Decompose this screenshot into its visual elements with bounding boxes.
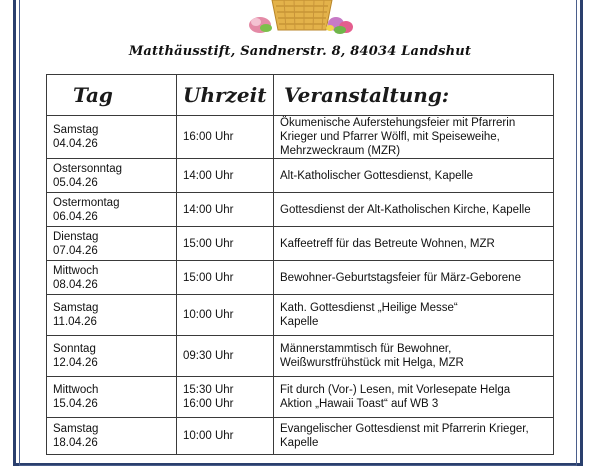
event-line: Gottesdienst der Alt-Katholischen Kirche, Kapelle bbox=[280, 203, 531, 216]
event-line: Bewohner-Geburtstagsfeier für März-Geborene bbox=[280, 271, 521, 284]
table-row bbox=[47, 227, 554, 261]
time: 09:30 Uhr bbox=[183, 350, 234, 362]
time: 15:00 Uhr bbox=[183, 237, 234, 250]
weekday: Samstag bbox=[53, 302, 99, 314]
time-cell bbox=[177, 336, 274, 377]
date: 15.04.26 bbox=[53, 398, 98, 410]
date: 11.04.26 bbox=[53, 316, 97, 328]
event-line: Aktion „Hawaii Toast“ auf WB 3 bbox=[280, 398, 439, 410]
weekday: Mittwoch bbox=[53, 264, 99, 277]
event-line: Weißwurstfrühstück mit Helga, MZR bbox=[280, 357, 464, 369]
table-row bbox=[47, 295, 554, 336]
day-cell bbox=[47, 418, 177, 455]
time-cell bbox=[177, 116, 274, 159]
time-cell bbox=[177, 159, 274, 193]
event-line: Ökumenische Auferstehungsfeier mit Pfarrerin bbox=[280, 117, 516, 129]
time-cell bbox=[177, 261, 274, 295]
event-cell bbox=[274, 377, 554, 418]
day-cell bbox=[47, 261, 177, 295]
day-cell bbox=[47, 227, 177, 261]
event-cell bbox=[274, 336, 554, 377]
weekday: Samstag bbox=[53, 124, 99, 136]
date: 04.04.26 bbox=[53, 138, 98, 150]
address-line: Matthäusstift, Sandnerstr. 8, 84034 Landshut bbox=[128, 44, 472, 59]
event-line: Fit durch (Vor-) Lesen, mit Vorlesepate Helga bbox=[280, 384, 511, 396]
time-cell bbox=[177, 227, 274, 261]
event-cell bbox=[274, 261, 554, 295]
day-cell bbox=[47, 193, 177, 227]
event-cell bbox=[274, 418, 554, 455]
event-cell bbox=[274, 295, 554, 336]
time: 10:00 Uhr bbox=[183, 309, 234, 321]
time-cell bbox=[177, 295, 274, 336]
event-cell bbox=[274, 227, 554, 261]
date: 18.04.26 bbox=[53, 437, 98, 449]
event-line: Krieger und Pfarrer Wölfl, mit Speiseweihe, bbox=[280, 131, 500, 143]
weekday: Ostersonntag bbox=[53, 162, 123, 175]
day-cell bbox=[47, 377, 177, 418]
time: 10:00 Uhr bbox=[183, 430, 234, 442]
weekday: Mittwoch bbox=[53, 384, 99, 396]
time-cell bbox=[177, 193, 274, 227]
table-row bbox=[47, 418, 554, 455]
header-time: Uhrzeit bbox=[177, 75, 274, 116]
event-cell bbox=[274, 159, 554, 193]
event-line: Kaffeetreff für das Betreute Wohnen, MZR bbox=[280, 237, 495, 250]
time: 15:30 Uhr bbox=[183, 384, 234, 396]
time: 16:00 Uhr bbox=[183, 131, 234, 143]
easter-basket-illustration bbox=[246, 0, 358, 34]
event-line: Mehrzweckraum (MZR) bbox=[280, 145, 401, 157]
weekday: Ostermontag bbox=[53, 196, 120, 209]
event-cell bbox=[274, 193, 554, 227]
time: 14:00 Uhr bbox=[183, 169, 234, 182]
event-line: Evangelischer Gottesdienst mit Pfarrerin Krieger, bbox=[280, 423, 529, 435]
event-line: Kapelle bbox=[280, 316, 319, 328]
weekday: Samstag bbox=[53, 423, 99, 435]
time: 16:00 Uhr bbox=[183, 398, 234, 410]
table-row bbox=[47, 193, 554, 227]
time: 14:00 Uhr bbox=[183, 203, 234, 216]
day-cell bbox=[47, 159, 177, 193]
time-cell bbox=[177, 377, 274, 418]
table-row bbox=[47, 261, 554, 295]
date: 05.04.26 bbox=[53, 176, 98, 189]
table-header-row bbox=[47, 75, 554, 116]
weekday: Dienstag bbox=[53, 230, 99, 243]
event-line: Alt-Katholischer Gottesdienst, Kapelle bbox=[280, 169, 474, 182]
date: 07.04.26 bbox=[53, 244, 98, 257]
header-event: Veranstaltung: bbox=[274, 75, 554, 116]
event-schedule-table bbox=[46, 74, 554, 455]
date: 06.04.26 bbox=[53, 210, 98, 223]
day-cell bbox=[47, 336, 177, 377]
weekday: Sonntag bbox=[53, 343, 96, 355]
day-cell bbox=[47, 295, 177, 336]
table-row bbox=[47, 159, 554, 193]
table-row bbox=[47, 116, 554, 159]
event-line: Männerstammtisch für Bewohner, bbox=[280, 343, 452, 355]
date: 12.04.26 bbox=[53, 357, 98, 369]
header-day: Tag bbox=[47, 75, 177, 116]
event-line: Kapelle bbox=[280, 437, 319, 449]
date: 08.04.26 bbox=[53, 278, 98, 291]
table-row bbox=[47, 336, 554, 377]
time: 15:00 Uhr bbox=[183, 271, 234, 284]
table-row bbox=[47, 377, 554, 418]
event-line: Kath. Gottesdienst „Heilige Messe“ bbox=[280, 302, 458, 314]
event-cell bbox=[274, 116, 554, 159]
day-cell bbox=[47, 116, 177, 159]
time-cell bbox=[177, 418, 274, 455]
